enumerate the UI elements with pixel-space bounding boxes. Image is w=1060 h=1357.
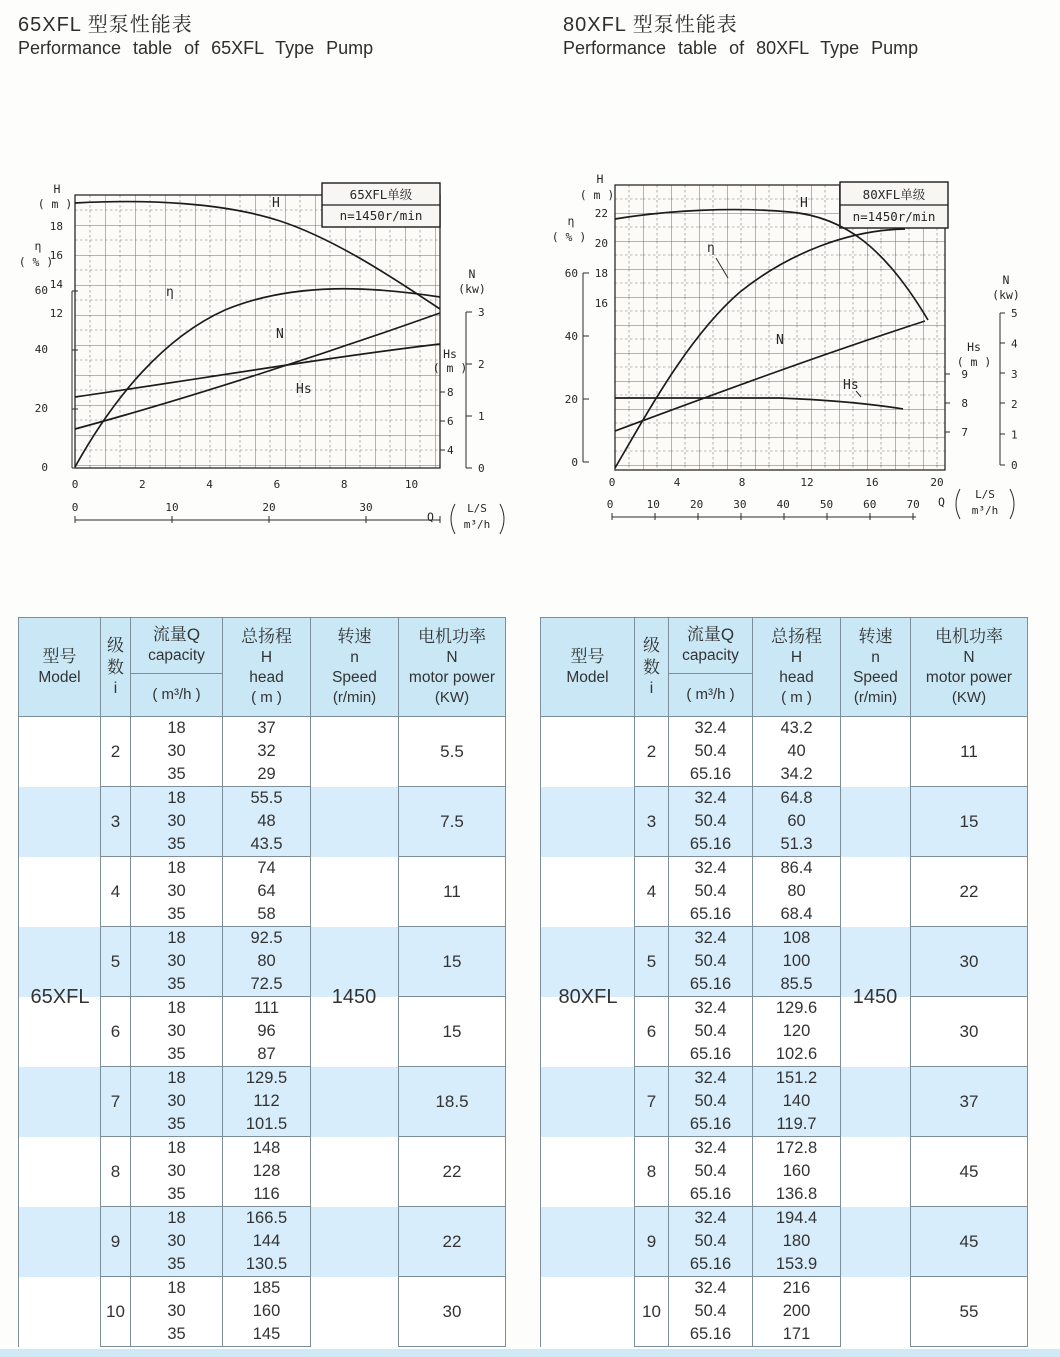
axis-tick-label: 0 — [608, 476, 616, 489]
speed-column-cell — [311, 1137, 399, 1207]
speed-column-cell — [841, 787, 911, 857]
stage-cell: 7 — [101, 1067, 131, 1137]
axis-tick-label: 16 — [865, 476, 879, 489]
n-axis-line — [1000, 313, 1005, 465]
capacity-cell: 18 30 35 — [131, 857, 223, 927]
power-cell: 22 — [399, 1207, 506, 1277]
axis-tick-label: 0 — [571, 456, 578, 469]
capacity-cell: 18 30 35 — [131, 1067, 223, 1137]
head-cell: 148 128 116 — [223, 1137, 311, 1207]
head-cell: 185 160 145 — [223, 1277, 311, 1347]
axis-tick-label: 60 — [34, 284, 48, 297]
header-capacity-unit: ( m³/h ) — [686, 686, 735, 704]
curve-label-eta: η — [166, 285, 174, 300]
header-capacity — [669, 618, 753, 717]
stage-cell: 4 — [635, 857, 669, 927]
axis-tick-label: 20 — [262, 501, 276, 514]
header-speed-sym: n — [350, 649, 359, 667]
h-axis-label: H — [596, 172, 604, 186]
axis-tick-label: 7 — [961, 426, 968, 439]
q-axis-label: Q — [938, 495, 945, 509]
header-stage-zh1: 级 — [107, 635, 124, 655]
curve-label-eta: η — [707, 241, 715, 256]
header-head-zh: 总扬程 — [771, 627, 822, 647]
eta-axis-ticks — [565, 267, 578, 469]
x-axis-ls-ticks — [72, 478, 418, 491]
head-cell: 216 200 171 — [753, 1277, 841, 1347]
h-axis-unit: ( m ) — [579, 188, 615, 202]
header-head — [223, 618, 311, 717]
eta-axis-label: η — [34, 239, 42, 253]
capacity-cell: 32.4 50.4 65.16 — [669, 787, 753, 857]
header-power-en: motor power — [925, 669, 1013, 687]
curve-label-Hs: Hs — [843, 378, 859, 393]
hs-axis-label: Hs — [967, 340, 981, 354]
stage-row — [541, 1137, 1028, 1207]
header-capacity-unit: ( m³/h ) — [152, 686, 201, 704]
performance-table-65xfl — [18, 617, 506, 1347]
axis-tick-label: 1 — [478, 410, 485, 423]
stage-cell: 8 — [635, 1137, 669, 1207]
stage-cell: 6 — [635, 997, 669, 1067]
header-head-unit: ( m ) — [781, 689, 812, 707]
head-cell: 74 64 58 — [223, 857, 311, 927]
model-column-cell — [19, 787, 101, 857]
hs-axis-unit: ( m ) — [956, 355, 992, 369]
power-cell: 22 — [399, 1137, 506, 1207]
model-column-cell — [541, 1067, 635, 1137]
title-zh-65xfl: 65XFL 型泵性能表 — [18, 14, 193, 36]
axis-tick-label: 70 — [906, 498, 920, 511]
power-cell: 11 — [399, 857, 506, 927]
power-cell: 45 — [911, 1137, 1028, 1207]
stage-cell: 2 — [635, 717, 669, 787]
capacity-cell: 32.4 50.4 65.16 — [669, 1067, 753, 1137]
axis-tick-label: 0 — [41, 461, 48, 474]
header-head-sym: H — [260, 649, 273, 667]
header-speed — [841, 618, 911, 717]
stage-cell: 2 — [101, 717, 131, 787]
n-axis-unit: (kw) — [992, 288, 1020, 302]
header-capacity-en: capacity — [148, 647, 205, 665]
capacity-cell: 32.4 50.4 65.16 — [669, 927, 753, 997]
model-column-cell — [541, 1137, 635, 1207]
axis-tick-label: 16 — [49, 249, 63, 262]
head-cell: 129.6 120 102.6 — [753, 997, 841, 1067]
q-unit-ls: L/S — [975, 488, 995, 501]
axis-tick-label: 22 — [594, 207, 608, 220]
header-stage-zh2: 数 — [107, 657, 124, 677]
stage-cell: 4 — [101, 857, 131, 927]
axis-tick-label: 20 — [689, 498, 704, 511]
header-head-sym: H — [790, 649, 803, 667]
table-wrap-65xfl — [18, 617, 505, 1349]
hs-axis-unit: ( m ) — [432, 361, 468, 375]
header-capacity-top — [669, 618, 752, 674]
header-model — [19, 618, 101, 717]
capacity-cell: 18 30 35 — [131, 1207, 223, 1277]
h-axis-ticks — [50, 220, 64, 320]
axis-tick-label: 20 — [930, 476, 944, 489]
axis-tick-label: 40 — [34, 343, 48, 356]
table-header — [19, 618, 506, 717]
power-cell: 37 — [911, 1067, 1028, 1137]
header-power-zh: 电机功率 — [935, 627, 1003, 647]
capacity-cell: 32.4 50.4 65.16 — [669, 1277, 753, 1347]
stage-cell: 8 — [101, 1137, 131, 1207]
axis-tick-label: 3 — [478, 306, 485, 319]
header-speed-unit: (r/min) — [332, 689, 377, 707]
stage-row — [541, 1067, 1028, 1137]
model-column-cell — [541, 1277, 635, 1347]
bottom-strip — [0, 1349, 1060, 1357]
head-cell: 111 96 87 — [223, 997, 311, 1067]
header-capacity — [131, 618, 223, 717]
axis-tick-label: 2 — [478, 358, 485, 371]
power-cell: 11 — [911, 717, 1028, 787]
stage-row — [541, 1277, 1028, 1347]
model-span-label: 65XFL — [30, 986, 90, 1008]
n-axis-line — [466, 312, 472, 468]
axis-tick-label: 8 — [340, 478, 348, 491]
header-head-en: head — [779, 669, 814, 687]
axis-tick-label: 20 — [564, 393, 578, 406]
stage-cell: 9 — [635, 1207, 669, 1277]
capacity-cell: 18 30 35 — [131, 997, 223, 1067]
model-column-cell — [19, 717, 101, 787]
power-cell: 5.5 — [399, 717, 506, 787]
axis-tick-label: 50 — [819, 498, 834, 511]
axis-tick-label: 4 — [206, 478, 213, 491]
head-cell: 172.8 160 136.8 — [753, 1137, 841, 1207]
eta-axis-line — [583, 273, 589, 462]
curve-label-H: H — [800, 196, 808, 211]
curve-label-H: H — [272, 196, 280, 211]
hs-axis-label: Hs — [443, 347, 457, 361]
model-column-cell — [19, 857, 101, 927]
header-speed-zh: 转速 — [858, 627, 893, 647]
table-body — [19, 717, 506, 1347]
axis-tick-label: 8 — [447, 386, 454, 399]
capacity-cell: 32.4 50.4 65.16 — [669, 717, 753, 787]
axis-tick-label: 0 — [606, 498, 614, 511]
n-axis-label: N — [468, 267, 476, 281]
capacity-cell: 18 30 35 — [131, 927, 223, 997]
axis-tick-label: 8 — [738, 476, 746, 489]
speed-column-cell — [841, 1137, 911, 1207]
model-column-cell — [19, 1137, 101, 1207]
axis-tick-label: 4 — [673, 476, 681, 489]
axis-tick-label: 0 — [478, 462, 485, 475]
x-axis-ruler — [75, 516, 440, 523]
n-axis-ticks — [478, 306, 485, 475]
stage-row — [19, 857, 506, 927]
speed-column-cell — [311, 717, 399, 787]
axis-tick-label: 18 — [594, 267, 608, 280]
head-cell: 37 32 29 — [223, 717, 311, 787]
header-model-en: Model — [566, 668, 609, 686]
hs-axis-ticks — [447, 386, 454, 457]
speed-column-cell — [311, 857, 399, 927]
axis-tick-label: 40 — [564, 330, 578, 343]
speed-column-cell — [841, 1277, 911, 1347]
hs-axis-ticks — [961, 368, 968, 439]
axis-tick-label: 0 — [71, 501, 79, 514]
axis-tick-label: 5 — [1011, 307, 1018, 320]
title-en-65xfl: Performance table of 65XFL Type Pump — [18, 38, 374, 58]
stage-cell: 3 — [635, 787, 669, 857]
stage-row — [541, 1207, 1028, 1277]
axis-tick-label: 10 — [646, 498, 660, 511]
table-body — [541, 717, 1028, 1347]
stage-cell: 7 — [635, 1067, 669, 1137]
power-cell: 55 — [911, 1277, 1028, 1347]
capacity-cell: 18 30 35 — [131, 717, 223, 787]
header-power-sym: N — [963, 649, 975, 667]
n-axis-unit: (kw) — [458, 282, 486, 296]
speed-column-cell — [841, 857, 911, 927]
model-column-cell — [19, 1277, 101, 1347]
header-speed-unit: (r/min) — [853, 689, 898, 707]
axis-tick-label: 20 — [34, 402, 48, 415]
header-power-en: motor power — [408, 669, 496, 687]
axis-tick-label: 9 — [961, 368, 968, 381]
axis-tick-label: 30 — [359, 501, 373, 514]
table-wrap-80xfl — [540, 617, 1027, 1349]
model-column-cell — [541, 787, 635, 857]
axis-tick-label: 18 — [49, 220, 63, 233]
speed-column-cell — [841, 717, 911, 787]
capacity-cell: 32.4 50.4 65.16 — [669, 857, 753, 927]
legend-model-text: 65XFL单级 — [349, 187, 413, 202]
header-power — [911, 618, 1028, 717]
header-capacity-zh: 流量Q — [686, 625, 735, 645]
head-cell: 92.5 80 72.5 — [223, 927, 311, 997]
axis-tick-label: 30 — [733, 498, 747, 511]
axis-tick-label: 12 — [800, 476, 814, 489]
header-capacity-zh: 流量Q — [152, 625, 201, 645]
head-cell: 64.8 60 51.3 — [753, 787, 841, 857]
legend-speed-text: n=1450r/min — [339, 208, 423, 223]
speed-column-cell — [841, 1067, 911, 1137]
stage-row — [19, 717, 506, 787]
hs-axis-ticks-marks — [440, 392, 445, 450]
curve-label-N: N — [776, 333, 784, 348]
header-power-unit: (KW) — [951, 689, 987, 707]
header-speed-sym: n — [871, 649, 880, 667]
header-power-unit: (KW) — [434, 689, 470, 707]
power-cell: 15 — [399, 997, 506, 1067]
stage-cell: 6 — [101, 997, 131, 1067]
power-cell: 7.5 — [399, 787, 506, 857]
header-capacity-top — [131, 618, 222, 674]
q-unit-m3h: m³/h — [971, 504, 999, 517]
axis-tick-label: 10 — [404, 478, 419, 491]
speed-column-cell — [311, 1207, 399, 1277]
header-power — [399, 618, 506, 717]
stage-row — [541, 717, 1028, 787]
eta-axis-ticks — [35, 284, 48, 474]
power-cell: 30 — [911, 927, 1028, 997]
x-axis-m3h-ticks — [607, 498, 920, 511]
stage-row — [19, 1067, 506, 1137]
axis-tick-label: 40 — [776, 498, 790, 511]
axis-tick-label: 2 — [1011, 398, 1018, 412]
capacity-cell: 32.4 50.4 65.16 — [669, 1137, 753, 1207]
axis-tick-label: 60 — [564, 267, 578, 280]
h-axis-label: H — [53, 182, 61, 196]
x-axis-ls-ticks — [609, 476, 944, 489]
performance-chart-80xfl — [540, 160, 1040, 535]
capacity-cell: 32.4 50.4 65.16 — [669, 1207, 753, 1277]
eta-axis-unit: ( % ) — [18, 255, 54, 269]
power-cell: 15 — [911, 787, 1028, 857]
model-column-cell — [541, 717, 635, 787]
capacity-cell: 18 30 35 — [131, 1137, 223, 1207]
power-cell: 18.5 — [399, 1067, 506, 1137]
power-cell: 30 — [399, 1277, 506, 1347]
n-axis-label: N — [1002, 273, 1010, 287]
header-speed — [311, 618, 399, 717]
header-head-unit: ( m ) — [251, 689, 282, 707]
speed-span-label: 1450 — [852, 986, 898, 1008]
axis-tick-label: 1 — [1011, 428, 1018, 442]
stage-row — [541, 857, 1028, 927]
speed-column-cell — [311, 787, 399, 857]
stage-cell: 9 — [101, 1207, 131, 1277]
header-power-zh: 电机功率 — [418, 627, 486, 647]
header-stage — [635, 618, 669, 717]
power-cell: 45 — [911, 1207, 1028, 1277]
header-stage-zh2: 数 — [643, 657, 660, 677]
axis-tick-label: 6 — [447, 415, 454, 428]
model-column-cell — [541, 1207, 635, 1277]
stage-cell: 10 — [101, 1277, 131, 1347]
stage-row — [19, 787, 506, 857]
model-column-cell — [19, 1207, 101, 1277]
model-column-cell — [541, 857, 635, 927]
q-unit-m3h: m³/h — [463, 518, 491, 531]
curve-label-N: N — [276, 327, 284, 342]
head-cell: 151.2 140 119.7 — [753, 1067, 841, 1137]
axis-tick-label: 12 — [49, 307, 63, 320]
title-zh-80xfl: 80XFL 型泵性能表 — [563, 14, 738, 36]
stage-row — [19, 1207, 506, 1277]
eta-axis-label: η — [567, 214, 575, 228]
performance-table-80xfl — [540, 617, 1028, 1347]
model-column-cell — [19, 1067, 101, 1137]
legend-model-text: 80XFL单级 — [862, 187, 926, 202]
header-stage-zh1: 级 — [643, 635, 660, 655]
header-model-zh: 型号 — [570, 646, 605, 666]
performance-chart-65xfl — [15, 160, 515, 535]
axis-tick-label: 4 — [447, 444, 454, 457]
hs-axis-ticks-marks — [945, 374, 950, 432]
axis-tick-label: 14 — [49, 278, 63, 291]
header-speed-en: Speed — [332, 669, 377, 687]
axis-tick-label: 6 — [273, 478, 281, 491]
capacity-cell: 18 30 35 — [131, 787, 223, 857]
stage-row — [541, 787, 1028, 857]
header-stage-sym: i — [113, 680, 118, 698]
axis-tick-label: 20 — [594, 237, 608, 250]
table-header — [541, 618, 1028, 717]
legend-speed-text: n=1450r/min — [852, 209, 936, 224]
axis-tick-label: 16 — [594, 297, 608, 310]
header-head-zh: 总扬程 — [241, 627, 292, 647]
head-cell: 86.4 80 68.4 — [753, 857, 841, 927]
capacity-cell: 32.4 50.4 65.16 — [669, 997, 753, 1067]
stage-row — [19, 1137, 506, 1207]
eta-axis-unit: ( % ) — [551, 230, 587, 244]
axis-tick-label: 4 — [1011, 337, 1018, 351]
x-axis-m3h-ticks — [72, 501, 373, 514]
title-en-80xfl: Performance table of 80XFL Type Pump — [563, 38, 919, 58]
axis-tick-label: 0 — [1011, 459, 1018, 472]
speed-span-label: 1450 — [331, 986, 377, 1008]
stage-cell: 3 — [101, 787, 131, 857]
stage-cell: 5 — [635, 927, 669, 997]
model-span-label: 80XFL — [558, 986, 618, 1008]
header-model-en: Model — [38, 668, 81, 686]
head-cell: 43.2 40 34.2 — [753, 717, 841, 787]
stage-cell: 10 — [635, 1277, 669, 1347]
q-axis-label: Q — [427, 510, 434, 524]
power-cell: 30 — [911, 997, 1028, 1067]
stage-row — [19, 1277, 506, 1347]
speed-column-cell — [311, 1277, 399, 1347]
header-capacity-en: capacity — [682, 647, 739, 665]
header-head — [753, 618, 841, 717]
h-axis-unit: ( m ) — [37, 197, 73, 211]
power-cell: 15 — [399, 927, 506, 997]
x-axis-ruler — [612, 513, 916, 520]
head-cell: 129.5 112 101.5 — [223, 1067, 311, 1137]
head-cell: 194.4 180 153.9 — [753, 1207, 841, 1277]
header-stage — [101, 618, 131, 717]
header-speed-zh: 转速 — [337, 627, 372, 647]
header-stage-sym: i — [649, 680, 654, 698]
axis-tick-label: 8 — [961, 397, 968, 410]
axis-tick-label: 10 — [165, 501, 179, 514]
capacity-cell: 18 30 35 — [131, 1277, 223, 1347]
n-axis-ticks — [1011, 307, 1018, 472]
axis-tick-label: 2 — [138, 478, 146, 491]
head-cell: 108 100 85.5 — [753, 927, 841, 997]
speed-column-cell — [311, 1067, 399, 1137]
header-model-zh: 型号 — [42, 646, 77, 666]
head-cell: 55.5 48 43.5 — [223, 787, 311, 857]
curve-label-Hs: Hs — [296, 382, 312, 397]
header-power-sym: N — [446, 649, 458, 667]
axis-tick-label: 3 — [1011, 367, 1018, 381]
stage-cell: 5 — [101, 927, 131, 997]
header-speed-en: Speed — [853, 669, 898, 687]
header-model — [541, 618, 635, 717]
power-cell: 22 — [911, 857, 1028, 927]
axis-tick-label: 60 — [863, 498, 877, 511]
h-axis-ticks — [595, 207, 608, 310]
axis-tick-label: 0 — [71, 478, 79, 491]
header-head-en: head — [249, 669, 284, 687]
q-unit-ls: L/S — [467, 502, 487, 515]
speed-column-cell — [841, 1207, 911, 1277]
head-cell: 166.5 144 130.5 — [223, 1207, 311, 1277]
